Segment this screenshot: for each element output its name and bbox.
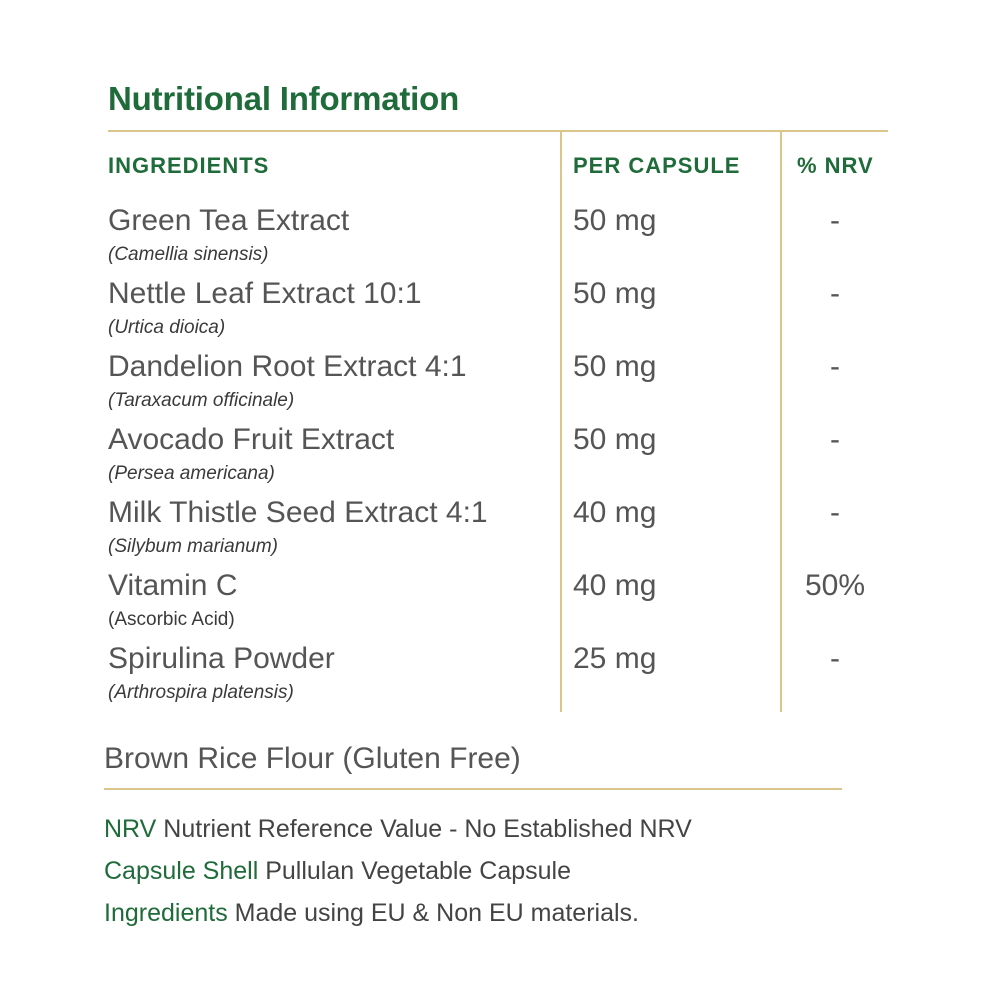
footnote-capsule-shell: [104, 857, 571, 886]
header-ingredients: INGREDIENTS: [108, 153, 270, 178]
ingredient-amount: 50 mg: [573, 204, 657, 237]
ingredient-latin: (Persea americana): [108, 463, 275, 484]
header-rule: [108, 130, 888, 132]
ingredient-nrv: -: [830, 204, 840, 237]
ingredient-name: Green Tea Extract: [108, 204, 350, 237]
ingredient-name: Milk Thistle Seed Extract 4:1: [108, 496, 488, 529]
ingredient-nrv: -: [830, 277, 840, 310]
footnote-key: Capsule Shell: [104, 857, 259, 885]
footnote-text: Made using EU & Non EU materials.: [234, 899, 639, 927]
ingredient-latin: (Taraxacum officinale): [108, 390, 295, 411]
ingredient-nrv: -: [830, 423, 840, 456]
filler-ingredient: Brown Rice Flour (Gluten Free): [104, 742, 521, 775]
table-row: [0, 642, 1000, 715]
ingredient-nrv: -: [830, 496, 840, 529]
footnote-ingredients: [104, 899, 639, 928]
footnote-text: Nutrient Reference Value - No Established NRV: [163, 815, 692, 843]
ingredient-name: Vitamin C: [108, 569, 238, 602]
table-row: [0, 569, 1000, 642]
footer-rule: [104, 788, 842, 790]
ingredient-amount: 25 mg: [573, 642, 657, 675]
ingredient-latin: (Silybum marianum): [108, 536, 278, 557]
footnote-text: Pullulan Vegetable Capsule: [265, 857, 572, 885]
ingredient-latin: (Arthrospira platensis): [108, 682, 294, 703]
table-row: [0, 277, 1000, 350]
ingredient-latin: (Ascorbic Acid): [108, 609, 235, 630]
ingredient-amount: 40 mg: [573, 496, 657, 529]
ingredient-nrv: 50%: [804, 569, 866, 602]
ingredient-amount: 40 mg: [573, 569, 657, 602]
footnote-key: Ingredients: [104, 899, 228, 927]
page-title: Nutritional Information: [108, 80, 460, 117]
ingredient-name: Dandelion Root Extract 4:1: [108, 350, 467, 383]
footnote-nrv: [104, 815, 692, 844]
header-per-capsule: PER CAPSULE: [573, 153, 741, 178]
table-row: [0, 423, 1000, 496]
table-row: [0, 204, 1000, 277]
table-row: [0, 496, 1000, 569]
ingredient-latin: (Camellia sinensis): [108, 244, 269, 265]
ingredient-amount: 50 mg: [573, 423, 657, 456]
ingredient-name: Nettle Leaf Extract 10:1: [108, 277, 422, 310]
ingredient-name: Spirulina Powder: [108, 642, 335, 675]
ingredient-nrv: -: [830, 350, 840, 383]
ingredient-name: Avocado Fruit Extract: [108, 423, 395, 456]
table-row: [0, 350, 1000, 423]
ingredient-latin: (Urtica dioica): [108, 317, 226, 338]
ingredient-amount: 50 mg: [573, 350, 657, 383]
header-nrv: % NRV: [797, 153, 874, 178]
ingredient-nrv: -: [830, 642, 840, 675]
ingredient-amount: 50 mg: [573, 277, 657, 310]
footnote-key: NRV: [104, 815, 157, 843]
